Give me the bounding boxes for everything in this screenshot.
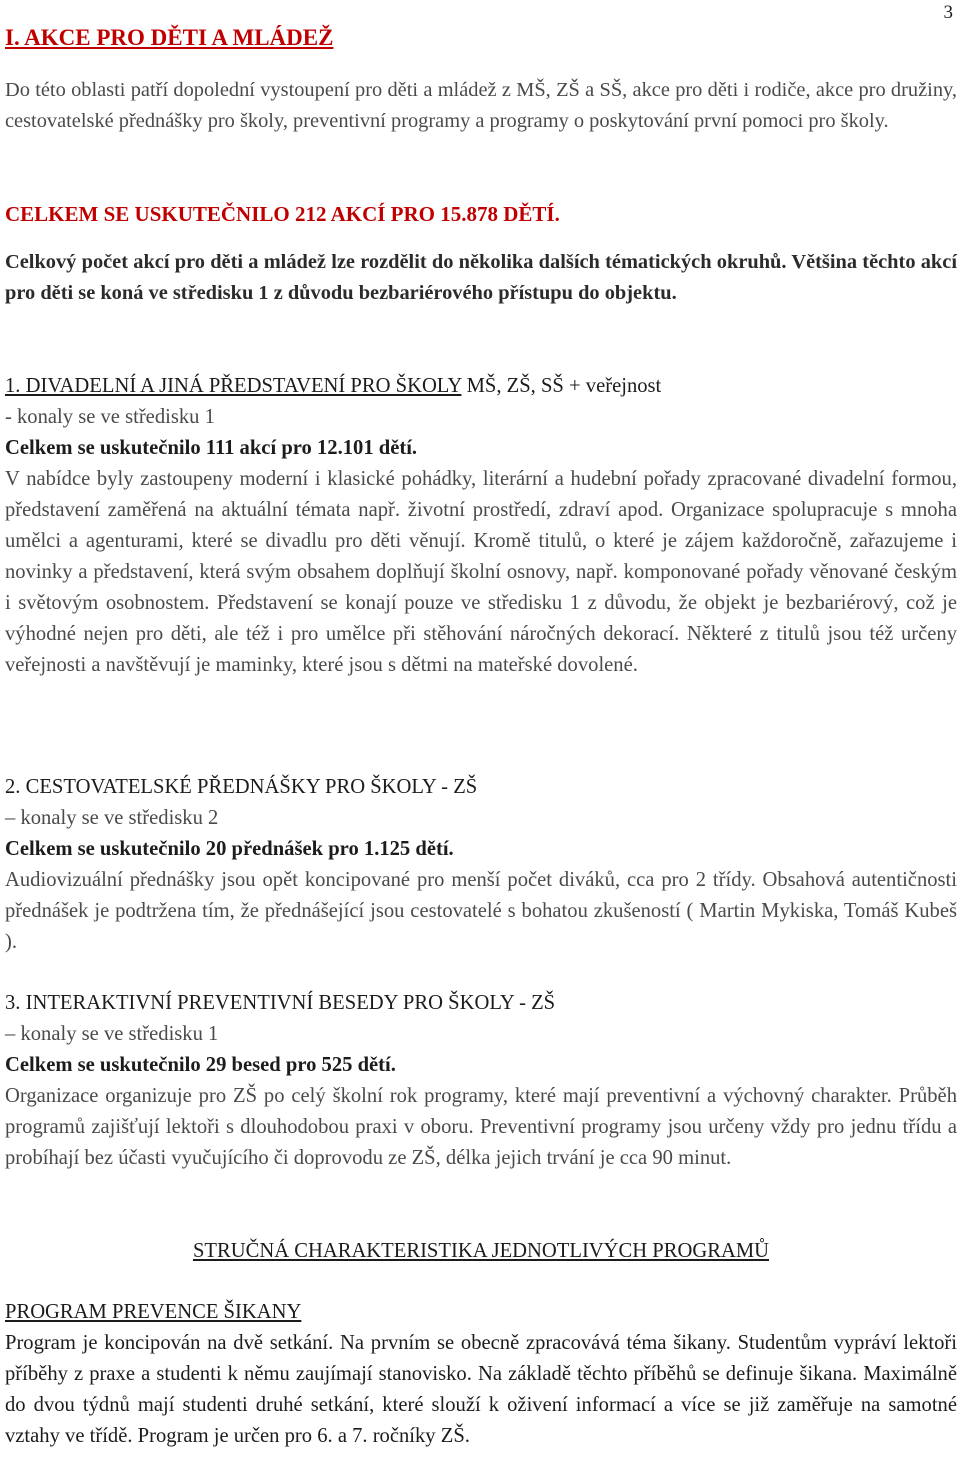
section-1 (5, 371, 957, 681)
section-1-title-suffix: MŠ, ZŠ, SŠ + veřejnost (461, 375, 662, 397)
page-number: 3 (943, 2, 953, 23)
section-3-title: 3. INTERAKTIVNÍ PREVENTIVNÍ BESEDY PRO ŠKOLY - ZŠ (5, 992, 556, 1014)
summary-paragraph: Celkový počet akcí pro děti a mládež lze rozdělit do několika dalších tématických okruhů. Většina těchto akcí pro děti se koná ve středisku 1 z důvodu bezbariérového přístupu do objektu. (5, 251, 957, 304)
section-3 (5, 988, 957, 1174)
program-text: Program je koncipován na dvě setkání. Na prvním se obecně zpracovává téma šikany. Studentům vypráví lektoři příběhy z praxe a studenti k němu zaujímají stanovisko. Na základě těchto příběhů se definuje šikana. Maximálně do dvou týdnů mají studenti druhé setkání, které slouží k oživení informací a více se již zaměřuje na samotné vztahy ve třídě. Program je určen pro 6. a 7. ročníky ZŠ. (5, 1332, 957, 1447)
section-1-text: V nabídce byly zastoupeny moderní i klasické pohádky, literární a hudební pořady zpracované divadelní formou, představení zaměřená na aktuální témata např. životní prostředí, zdraví apod. Organizace spolupracuje s mnoha umělci a agenturami, které se divadlu pro děti věnují. Kromě titulů, o které je zájem každoročně, zařazujeme i novinky a představení, která svým obsahem doplňují školní osnovy, např. komponované pořady věnované českým i světovým osobnostem. Představení se konají pouze ve středisku 1 z důvodu, že objekt je bezbariérový, což je výhodné nejen pro děti, ale též i pro umělce při stěhování náročných dekorací. Některé z titulů jsou též určeny veřejnosti a navštěvují je maminky, které jsou s dětmi na mateřské dovolené. (5, 468, 957, 676)
section-2-total: Celkem se uskutečnilo 20 přednášek pro 1.125 dětí. (5, 838, 454, 860)
program-title: PROGRAM PREVENCE ŠIKANY (5, 1301, 302, 1323)
section-1-total: Celkem se uskutečnilo 111 akcí pro 12.101 dětí. (5, 437, 418, 459)
section-3-location: – konaly se ve středisku 1 (5, 1023, 219, 1045)
total-summary: CELKEM SE USKUTEČNILO 212 AKCÍ PRO 15.878 DĚTÍ. (5, 202, 560, 226)
section-2-text: Audiovizuální přednášky jsou opět koncipované pro menší počet diváků, cca pro 2 třídy. Obsahová autentičnosti přednášek je podtržena tím, že přednášející jsou cestovatelé s bohatou zkušeností ( Martin Mykiska, Tomáš Kubeš ). (5, 869, 957, 953)
section-1-title (5, 371, 957, 402)
section-1-title-prefix: 1. DIVADELNÍ A JINÁ PŘEDSTAVENÍ PRO ŠKOLY (5, 375, 462, 397)
section-3-total: Celkem se uskutečnilo 29 besed pro 525 dětí. (5, 1054, 396, 1076)
intro-paragraph: Do této oblasti patří dopolední vystoupení pro děti a mládež z MŠ, ZŠ a SŠ, akce pro děti i rodiče, akce pro družiny, cestovatelské přednášky pro školy, preventivní programy a programy o poskytování první pomoci pro školy. (5, 79, 957, 132)
section-2 (5, 772, 957, 958)
program-prevence-sikany (5, 1297, 957, 1452)
section-2-title: 2. CESTOVATELSKÉ PŘEDNÁŠKY PRO ŠKOLY - ZŠ (5, 776, 478, 798)
section-3-text: Organizace organizuje pro ZŠ po celý školní rok programy, které mají preventivní a výchovný charakter. Průběh programů zajišťují lektoři s dlouhodobou praxi v oboru. Preventivní programy jsou určeny vždy pro jednu třídu a probíhají bez účasti vyučujícího či doprovodu ze ZŠ, délka jejich trvání je cca 90 minut. (5, 1085, 957, 1169)
section-2-location: – konaly se ve středisku 2 (5, 807, 219, 829)
chapter-heading: I. AKCE PRO DĚTI A MLÁDEŽ (5, 25, 334, 50)
section-1-location: - konaly se ve středisku 1 (5, 406, 215, 428)
characteristics-heading: STRUČNÁ CHARAKTERISTIKA JEDNOTLIVÝCH PROGRAMŮ (192, 1240, 770, 1262)
